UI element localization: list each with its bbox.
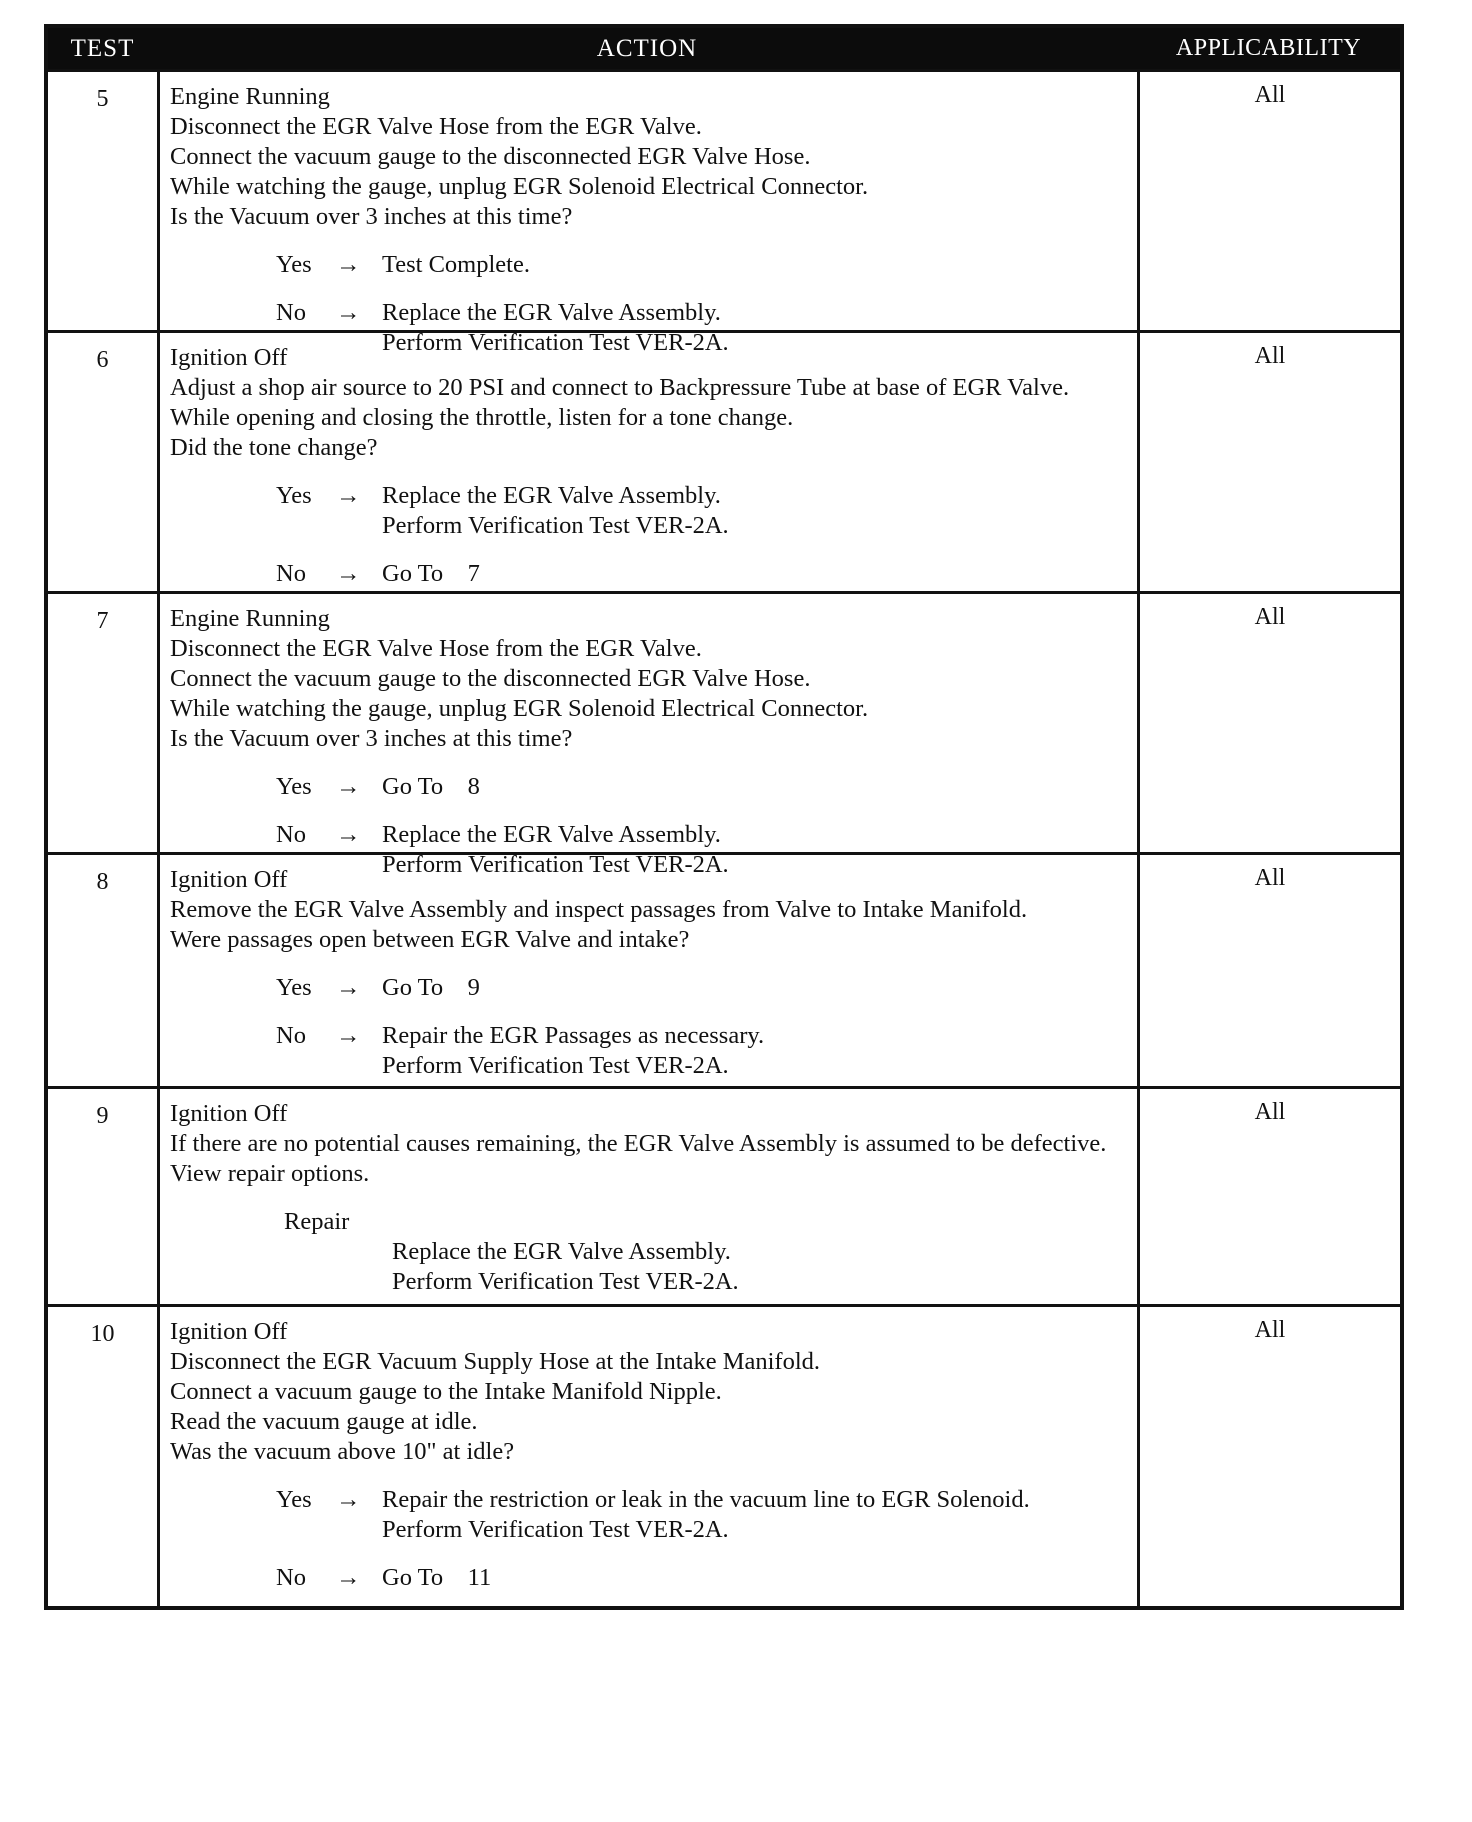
- test-number: 10: [48, 1307, 160, 1606]
- applicability-cell: All: [1254, 343, 1286, 369]
- step-question: Was the vacuum above 10" at idle?: [170, 1438, 515, 1465]
- arrow-right-icon: →: [336, 299, 361, 326]
- table-row: [48, 69, 1400, 356]
- result-line: Perform Verification Test VER-2A.: [382, 851, 729, 878]
- step-condition: Ignition Off: [170, 1100, 288, 1127]
- arrow-right-icon: →: [336, 1022, 361, 1049]
- applicability-cell: All: [1254, 865, 1286, 891]
- diagnostic-table: [44, 24, 1404, 1610]
- step-line: Remove the EGR Valve Assembly and inspect passages from Valve to Intake Manifold.: [170, 896, 1028, 923]
- answer-label: Yes: [276, 773, 312, 800]
- step-line: Connect the vacuum gauge to the disconnected EGR Valve Hose.: [170, 665, 811, 692]
- answer-label: Yes: [276, 1486, 312, 1513]
- outcome-result: [382, 1021, 1129, 1081]
- test-number: 7: [48, 594, 160, 852]
- result-line: Replace the EGR Valve Assembly.: [382, 482, 721, 509]
- repair-line: Replace the EGR Valve Assembly.: [392, 1238, 731, 1265]
- step-line: While watching the gauge, unplug EGR Solenoid Electrical Connector.: [170, 173, 869, 200]
- outcome-yes: [276, 973, 1129, 1003]
- result-line: Perform Verification Test VER-2A.: [382, 512, 729, 539]
- arrow-right-icon: →: [336, 821, 361, 848]
- arrow-right-icon: →: [336, 773, 361, 800]
- step-condition: Engine Running: [170, 83, 330, 110]
- action-cell: [160, 1307, 1140, 1606]
- table-row: [48, 591, 1400, 878]
- action-cell: [160, 72, 1140, 356]
- step-line: Adjust a shop air source to 20 PSI and connect to Backpressure Tube at base of EGR Valve.: [170, 374, 1070, 401]
- step-condition: Ignition Off: [170, 344, 288, 371]
- applicability-cell: All: [1254, 1099, 1286, 1125]
- arrow-right-icon: →: [336, 1486, 361, 1513]
- result-line: Replace the EGR Valve Assembly.: [382, 821, 721, 848]
- applicability-cell: All: [1254, 82, 1286, 108]
- answer-label: No: [276, 299, 306, 326]
- step-condition: Engine Running: [170, 605, 330, 632]
- test-number: 9: [48, 1089, 160, 1304]
- outcome-result: [382, 973, 1129, 1003]
- arrow-right-icon: →: [336, 251, 361, 278]
- header-action: ACTION: [596, 34, 698, 62]
- applicability-cell: All: [1254, 1317, 1286, 1343]
- outcome-result: [382, 1563, 1129, 1593]
- step-line: Disconnect the EGR Valve Hose from the EGR Valve.: [170, 635, 702, 662]
- step-line: If there are no potential causes remaining, the EGR Valve Assembly is assumed to be defective.: [170, 1130, 1107, 1157]
- result-line: Replace the EGR Valve Assembly.: [382, 299, 721, 326]
- step-line: Read the vacuum gauge at idle.: [170, 1408, 478, 1435]
- test-number: 8: [48, 855, 160, 1086]
- result-line: Perform Verification Test VER-2A.: [382, 1052, 729, 1079]
- answer-label: Yes: [276, 251, 312, 278]
- repair-label: Repair: [284, 1208, 350, 1235]
- header-test: TEST: [70, 34, 135, 62]
- action-cell: [160, 1089, 1140, 1304]
- action-cell: [160, 333, 1140, 591]
- arrow-right-icon: →: [336, 974, 361, 1001]
- table-row: [48, 852, 1400, 1086]
- outcome-yes: [276, 481, 1129, 541]
- result-line: Perform Verification Test VER-2A.: [382, 329, 729, 356]
- outcome-result: [382, 481, 1129, 541]
- result-line: Go To 8: [382, 773, 480, 800]
- outcome-no: [276, 559, 1129, 589]
- step-question: Is the Vacuum over 3 inches at this time?: [170, 725, 573, 752]
- outcome-no: [276, 1021, 1129, 1081]
- step-question: Is the Vacuum over 3 inches at this time?: [170, 203, 573, 230]
- table-header: [48, 28, 1400, 69]
- step-line: Connect a vacuum gauge to the Intake Manifold Nipple.: [170, 1378, 722, 1405]
- test-number: 5: [48, 72, 160, 330]
- result-line: Test Complete.: [382, 251, 530, 278]
- step-line: Connect the vacuum gauge to the disconnected EGR Valve Hose.: [170, 143, 811, 170]
- step-line: Disconnect the EGR Valve Hose from the EGR Valve.: [170, 113, 702, 140]
- step-condition: Ignition Off: [170, 866, 288, 893]
- step-question: Were passages open between EGR Valve and intake?: [170, 926, 690, 953]
- arrow-right-icon: →: [336, 560, 361, 587]
- answer-label: No: [276, 821, 306, 848]
- repair-line: Perform Verification Test VER-2A.: [392, 1268, 739, 1295]
- outcome-result: [382, 250, 1129, 280]
- step-line: While opening and closing the throttle, listen for a tone change.: [170, 404, 794, 431]
- step-question: Did the tone change?: [170, 434, 378, 461]
- result-line: Go To 11: [382, 1564, 492, 1591]
- outcome-result: [382, 772, 1129, 802]
- result-line: Perform Verification Test VER-2A.: [382, 1516, 729, 1543]
- result-line: Repair the restriction or leak in the vacuum line to EGR Solenoid.: [382, 1486, 1030, 1513]
- outcome-no: [276, 1563, 1129, 1593]
- table-row: [48, 1086, 1400, 1304]
- table-row: [48, 330, 1400, 591]
- outcome-yes: [276, 772, 1129, 802]
- step-line: While watching the gauge, unplug EGR Solenoid Electrical Connector.: [170, 695, 869, 722]
- answer-label: Yes: [276, 482, 312, 509]
- outcome-result: [382, 1485, 1129, 1545]
- arrow-right-icon: →: [336, 482, 361, 509]
- outcome-yes: [276, 250, 1129, 280]
- action-cell: [160, 594, 1140, 878]
- answer-label: No: [276, 560, 306, 587]
- table-row: [48, 1304, 1400, 1606]
- test-number: 6: [48, 333, 160, 591]
- arrow-right-icon: →: [336, 1564, 361, 1591]
- answer-label: No: [276, 1022, 306, 1049]
- answer-label: No: [276, 1564, 306, 1591]
- step-line: Disconnect the EGR Vacuum Supply Hose at the Intake Manifold.: [170, 1348, 821, 1375]
- result-line: Repair the EGR Passages as necessary.: [382, 1022, 765, 1049]
- header-applicability: APPLICABILITY: [1175, 35, 1362, 61]
- action-cell: [160, 855, 1140, 1086]
- step-condition: Ignition Off: [170, 1318, 288, 1345]
- applicability-cell: All: [1254, 604, 1286, 630]
- result-line: Go To 9: [382, 974, 480, 1001]
- answer-label: Yes: [276, 974, 312, 1001]
- outcome-yes: [276, 1485, 1129, 1545]
- step-line: View repair options.: [170, 1160, 370, 1187]
- outcome-result: [382, 559, 1129, 589]
- result-line: Go To 7: [382, 560, 480, 587]
